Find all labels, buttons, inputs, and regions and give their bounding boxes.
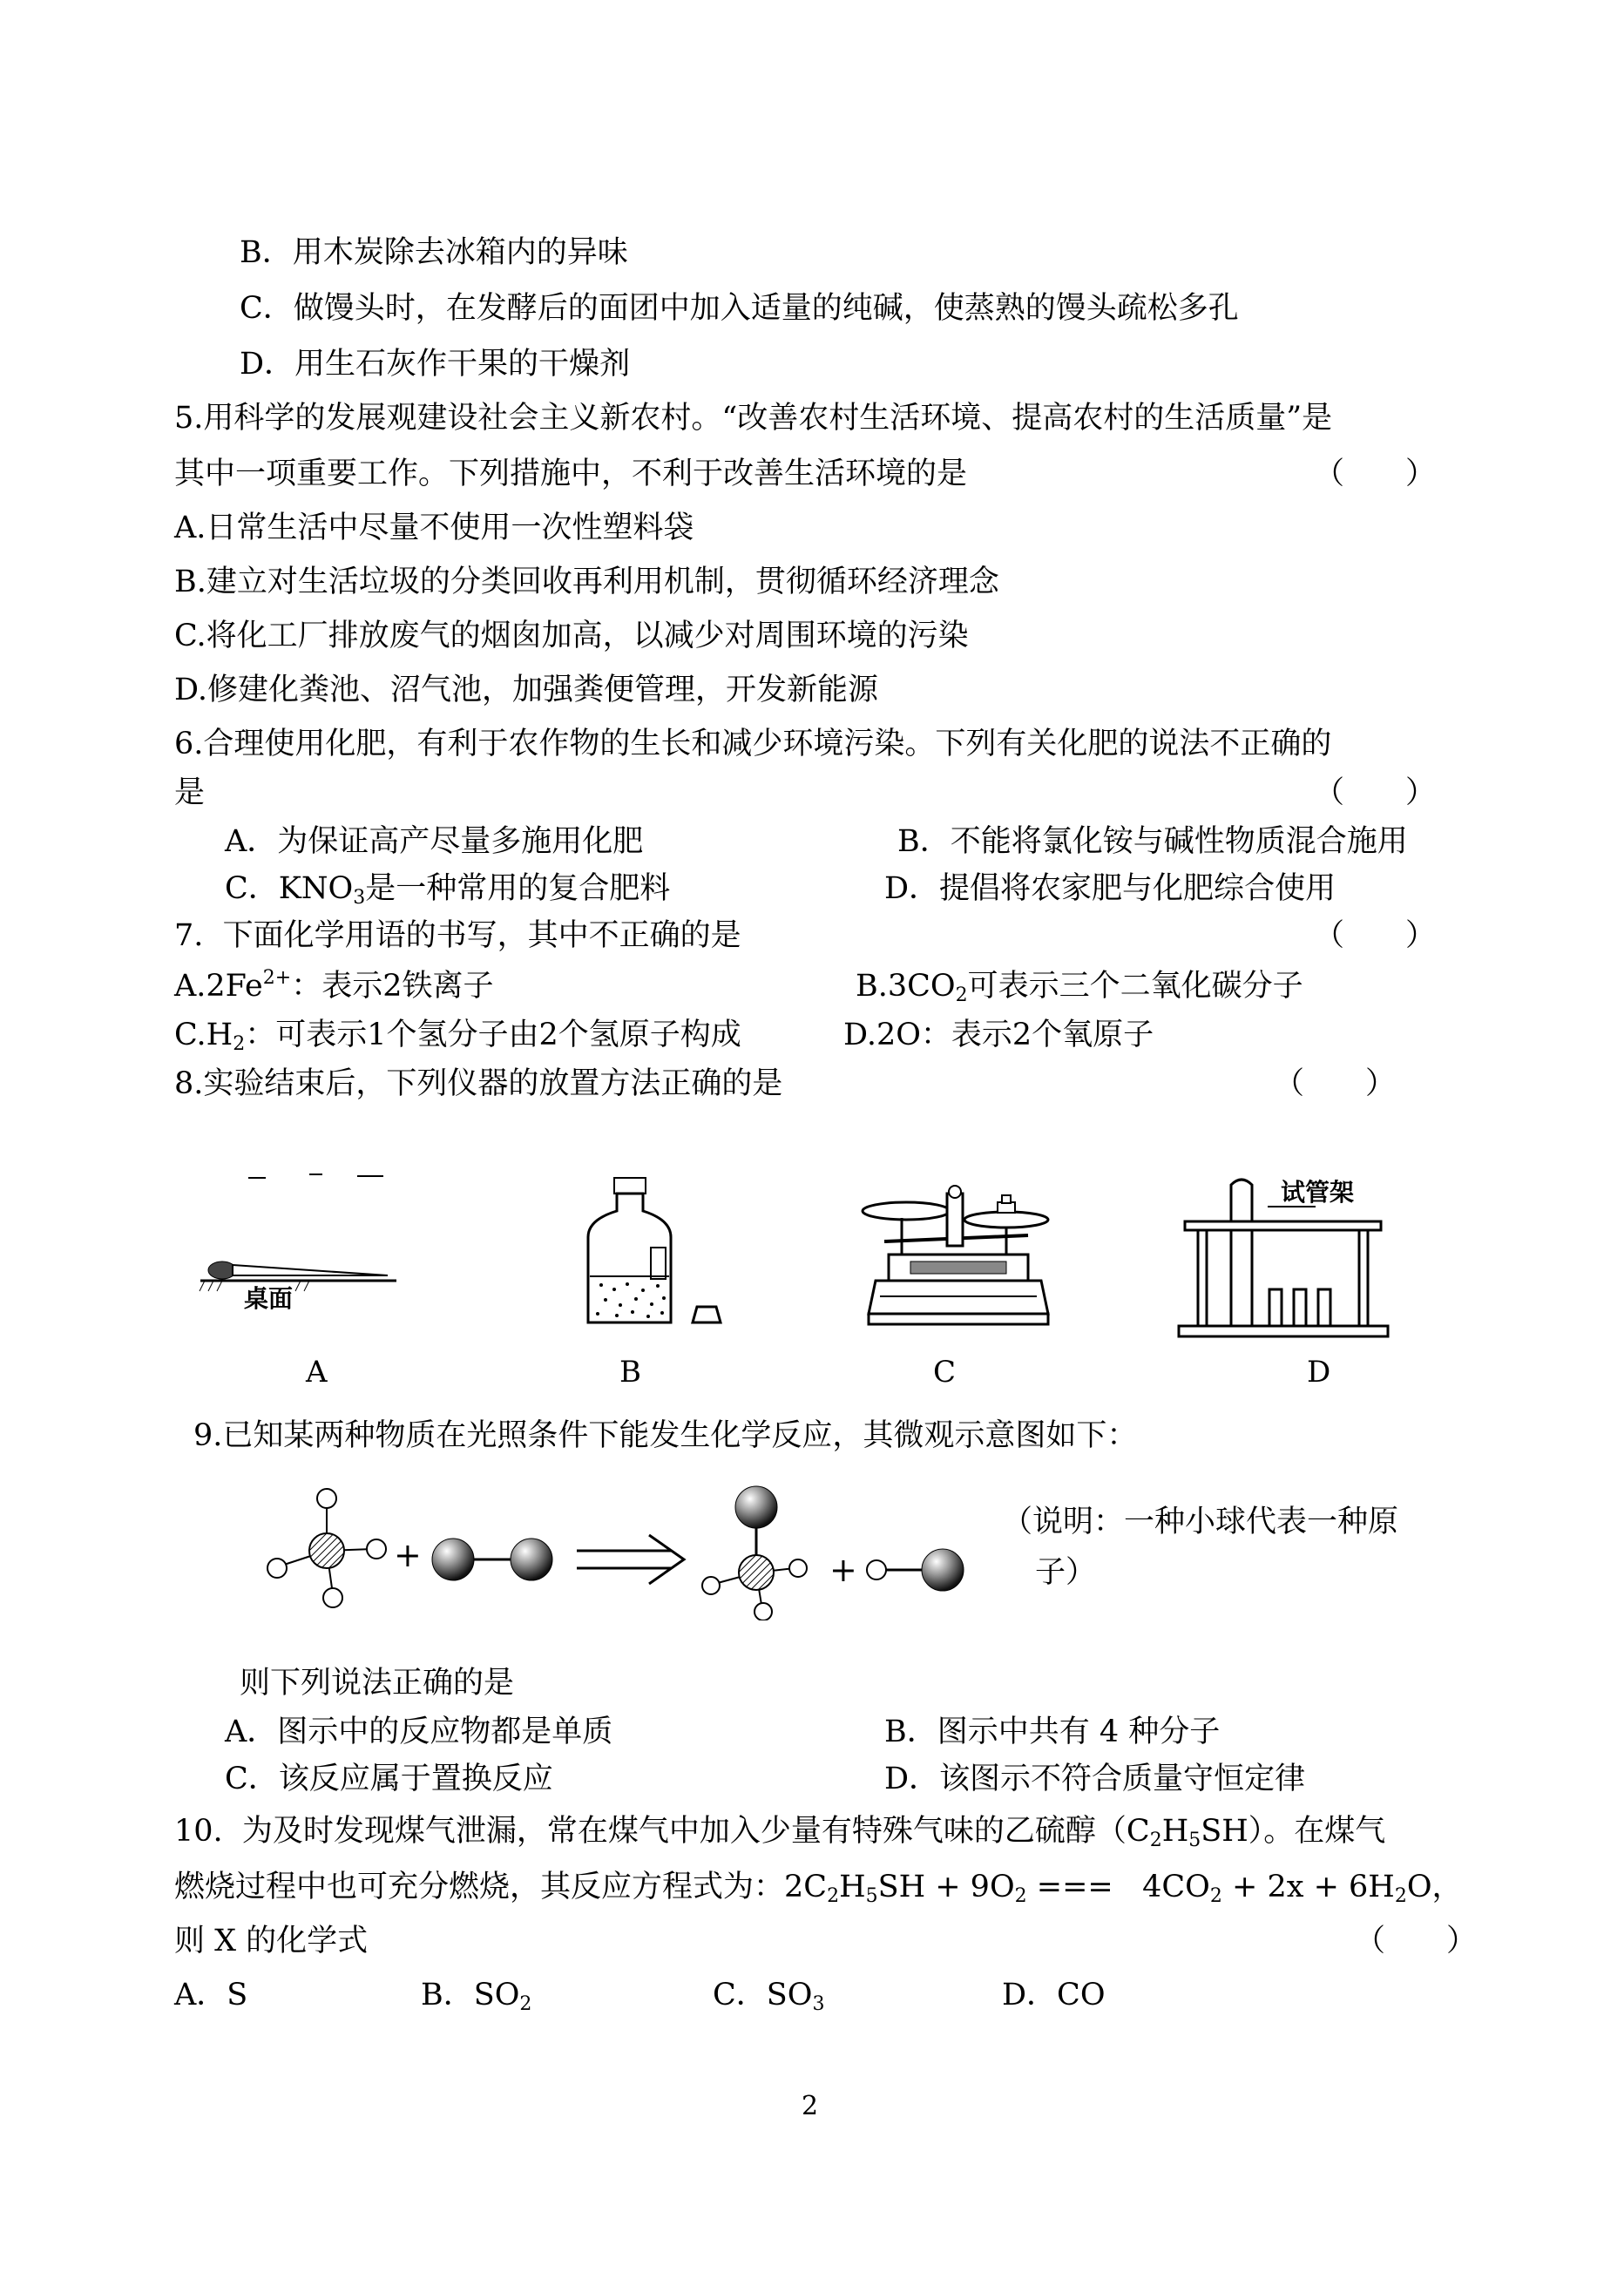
desk-label: 桌面 <box>244 1284 294 1313</box>
reactant-molecule-2 <box>432 1539 552 1580</box>
q9-note-line1: （说明：一种小球代表一种原 <box>1002 1505 1399 1539</box>
reactant-molecule-1 <box>267 1489 386 1607</box>
q4-option-b: B．用木炭除去冰箱内的异味 <box>240 235 628 270</box>
q4-option-d: D．用生石灰作干果的干燥剂 <box>240 347 631 382</box>
q7-answer-paren: （ ） <box>1314 918 1437 953</box>
q5-stem-line2: 其中一项重要工作。下列措施中，不利于改善生活环境的是 <box>174 457 968 491</box>
figure-a-brush-on-desk <box>196 1167 405 1324</box>
q9-option-a: A．图示中的反应物都是单质 <box>225 1715 613 1749</box>
q6-option-b: B．不能将氯化铵与碱性物质混合施用 <box>897 824 1408 859</box>
q6-option-c: C．$KNO_3$是一种常用的复合肥料 <box>225 871 671 909</box>
q4-option-c: C．做馒头时，在发酵后的面团中加入适量的纯碱，使蒸熟的馒头疏松多孔 <box>240 291 1239 326</box>
q8-stem: 8.实验结束后，下列仪器的放置方法正确的是 <box>174 1066 783 1101</box>
svg-text:+: + <box>394 1536 422 1574</box>
reaction-arrow <box>577 1535 684 1584</box>
q5-stem-line1: 5.用科学的发展观建设社会主义新农村。“改善农村生活环境、提高农村的生活质量”是 <box>174 401 1333 436</box>
q10-option-a: A．S <box>174 1978 248 2012</box>
q9-option-b: B．图示中共有 4 种分子 <box>884 1715 1221 1749</box>
q6-stem-line2: 是 <box>174 775 206 810</box>
q5-option-c: C.将化工厂排放废气的烟囱加高，以减少对周围环境的污染 <box>174 619 969 653</box>
q6-option-a: A．为保证高产尽量多施用化肥 <box>225 824 644 859</box>
product-molecule-2 <box>867 1549 964 1591</box>
figure-d-caption: D <box>1307 1355 1331 1390</box>
q10-stem-line3: 则 X 的化学式 <box>174 1924 369 1958</box>
figure-d-test-tube-rack <box>1172 1167 1398 1342</box>
q9-lead: 则下列说法正确的是 <box>240 1666 515 1701</box>
q5-option-d: D.修建化粪池、沼气池，加强粪便管理，开发新能源 <box>174 673 878 707</box>
q9-note-line2: 子） <box>1035 1555 1097 1590</box>
q10-answer-paren: （ ） <box>1355 1924 1478 1958</box>
q7-option-d: D.2O：表示2个氧原子 <box>843 1018 1154 1052</box>
figure-c-balance <box>858 1167 1067 1342</box>
q9-option-c: C．该反应属于置换反应 <box>225 1762 553 1796</box>
q5-option-a: A.日常生活中尽量不使用一次性塑料袋 <box>174 511 694 545</box>
figure-b-reagent-bottle <box>566 1167 741 1342</box>
q6-answer-paren: （ ） <box>1314 775 1437 810</box>
q9-option-d: D．该图示不符合质量守恒定律 <box>884 1762 1306 1796</box>
q7-option-b: $B.3CO_2$可表示三个二氧化碳分子 <box>856 969 1303 1006</box>
q8-answer-paren: （ ） <box>1274 1066 1397 1101</box>
q6-stem-line1: 6.合理使用化肥，有利于农作物的生长和减少环境污染。下列有关化肥的说法不正确的 <box>174 727 1332 761</box>
q10-option-d: D．CO <box>1002 1978 1106 2012</box>
q5-option-b: B.建立对生活垃圾的分类回收再利用机制，贯彻循环经济理念 <box>174 565 999 599</box>
q6-option-d: D．提倡将农家肥与化肥综合使用 <box>884 871 1336 906</box>
q10-option-c: C．$SO_3$ <box>713 1978 825 2015</box>
figure-b-caption: B <box>619 1355 641 1390</box>
q10-stem-line2: 燃烧过程中也可充分燃烧，其反应方程式为：$2C_2H_5SH + 9O_2$ === $4CO_2 + 2x + 6H_2O$， <box>174 1870 1463 1907</box>
product-molecule-1 <box>702 1486 807 1620</box>
figure-a-caption: A <box>306 1355 328 1390</box>
svg-text:+: + <box>829 1551 857 1589</box>
q10-stem-line1: 10. 为及时发现煤气泄漏，常在煤气中加入少量有特殊气味的乙硫醇$(C_2H_5SH)$。在煤气 <box>174 1814 1386 1851</box>
q9-reaction-diagram <box>253 1481 993 1620</box>
q7-stem: 7. 下面化学用语的书写，其中不正确的是 <box>174 918 741 953</box>
q7-option-c: $C.H_2$：可表示1个氢分子由2个氢原子构成 <box>174 1018 741 1055</box>
figure-c-caption: C <box>933 1355 957 1390</box>
q7-option-a: $A.2Fe^{2+}$：表示2铁离子 <box>174 967 494 1004</box>
q5-answer-paren: （ ） <box>1314 457 1437 491</box>
q9-stem: 9.已知某两种物质在光照条件下能发生化学反应，其微观示意图如下： <box>193 1418 1138 1453</box>
page-number: 2 <box>802 2091 819 2121</box>
rack-label: 试管架 <box>1281 1178 1355 1207</box>
q10-option-b: B．$SO_2$ <box>421 1978 532 2015</box>
